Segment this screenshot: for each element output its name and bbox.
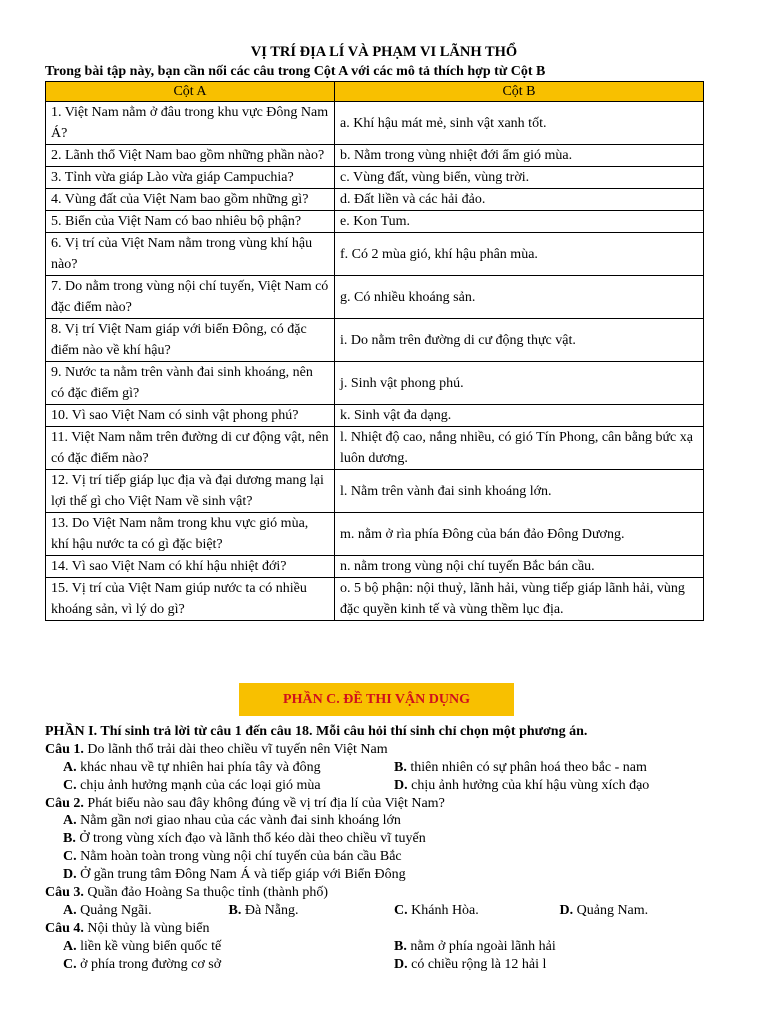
- column-b-cell: l. Nằm trên vành đai sinh khoáng lớn.: [335, 470, 704, 513]
- column-b-cell: o. 5 bộ phận: nội thuỷ, lãnh hải, vùng tiếp giáp lãnh hải, vùng đặc quyền kinh tế và vùng thềm lục địa.: [335, 578, 704, 621]
- column-a-cell: 6. Vị trí của Việt Nam nằm trong vùng khí hậu nào?: [46, 233, 335, 276]
- column-a-cell: 2. Lãnh thổ Việt Nam bao gồm những phần nào?: [46, 145, 335, 167]
- question-text: Nội thủy là vùng biển: [83, 920, 210, 936]
- column-b-cell: n. nằm trong vùng nội chí tuyến Bắc bán cầu.: [335, 556, 704, 578]
- option-c: C. Khánh Hòa.: [394, 902, 479, 918]
- option-c: C. Nằm hoàn toàn trong vùng nội chí tuyến của bán cầu Bắc: [63, 849, 402, 865]
- table-row: [46, 189, 704, 211]
- column-a-cell: 12. Vị trí tiếp giáp lục địa và đại dương mang lại lợi thế gì cho Việt Nam về sinh vật?: [46, 470, 335, 513]
- table-header-row: [46, 82, 704, 102]
- table-row: [46, 211, 704, 233]
- column-a-cell: 4. Vùng đất của Việt Nam bao gồm những gì?: [46, 189, 335, 211]
- question-text: Do lãnh thổ trải dài theo chiều vĩ tuyến nên Việt Nam: [83, 741, 388, 757]
- table-row: [46, 167, 704, 189]
- matching-table: [45, 81, 704, 621]
- column-b-cell: l. Nhiệt độ cao, nắng nhiều, có gió Tín Phong, cân bằng bức xạ luôn dương.: [335, 427, 704, 470]
- option-a: A. Nằm gần nơi giao nhau của các vành đai sinh khoáng lớn: [63, 813, 401, 829]
- column-b-cell: k. Sinh vật đa dạng.: [335, 405, 704, 427]
- option-a: A. khác nhau về tự nhiên hai phía tây và đông: [63, 759, 321, 775]
- option-b: B. thiên nhiên có sự phân hoá theo bắc - nam: [394, 759, 647, 775]
- question-number: Câu 1.: [45, 741, 84, 757]
- quiz-section: [45, 723, 725, 973]
- question-2: [45, 795, 725, 813]
- column-b-header: Cột B: [335, 82, 704, 102]
- column-a-cell: 13. Do Việt Nam nằm trong khu vực gió mùa, khí hậu nước ta có gì đặc biệt?: [46, 513, 335, 556]
- table-row: [46, 362, 704, 405]
- column-b-cell: a. Khí hậu mát mẻ, sinh vật xanh tốt.: [335, 102, 704, 145]
- column-a-cell: 10. Vì sao Việt Nam có sinh vật phong phú?: [46, 405, 335, 427]
- column-b-cell: e. Kon Tum.: [335, 211, 704, 233]
- column-a-cell: 7. Do nằm trong vùng nội chí tuyến, Việt Nam có đặc điểm nào?: [46, 276, 335, 319]
- column-a-header: Cột A: [46, 82, 335, 102]
- question-1: [45, 741, 725, 759]
- table-row: [46, 427, 704, 470]
- table-row: [46, 233, 704, 276]
- question-4: [45, 920, 725, 938]
- option-b: B. Đà Nẵng.: [228, 902, 299, 918]
- column-a-cell: 1. Việt Nam nằm ở đâu trong khu vực Đông Nam Á?: [46, 102, 335, 145]
- option-c: C. ở phía trong đường cơ sở: [63, 956, 222, 972]
- options-row: [45, 902, 725, 920]
- option-b: B. nằm ở phía ngoài lãnh hải: [394, 938, 556, 954]
- column-a-cell: 14. Vì sao Việt Nam có khí hậu nhiệt đới?: [46, 556, 335, 578]
- column-b-cell: i. Do nằm trên đường di cư động thực vật.: [335, 319, 704, 362]
- column-a-cell: 11. Việt Nam nằm trên đường di cư động vật, nên có đặc điểm nào?: [46, 427, 335, 470]
- question-text: Quần đảo Hoàng Sa thuộc tỉnh (thành phố): [83, 885, 329, 901]
- table-row: [46, 513, 704, 556]
- option-c: C. chịu ảnh hưởng mạnh của các loại gió mùa: [63, 777, 321, 793]
- page-title: VỊ TRÍ ĐỊA LÍ VÀ PHẠM VI LÃNH THỔ: [250, 44, 518, 60]
- options-row: [45, 759, 725, 777]
- question-3: [45, 884, 725, 902]
- options-row: [45, 956, 725, 974]
- column-b-cell: d. Đất liền và các hải đảo.: [335, 189, 704, 211]
- column-b-cell: m. nằm ở rìa phía Đông của bán đảo Đông Dương.: [335, 513, 704, 556]
- column-a-cell: 8. Vị trí Việt Nam giáp với biển Đông, có đặc điểm nào về khí hậu?: [46, 319, 335, 362]
- option-d: D. có chiều rộng là 12 hải l: [394, 956, 547, 972]
- question-number: Câu 2.: [45, 795, 84, 811]
- part-one-instruction: PHẦN I. Thí sinh trả lời từ câu 1 đến câu 18. Mỗi câu hỏi thí sinh chỉ chọn một phương án.: [45, 724, 588, 739]
- column-a-cell: 15. Vị trí của Việt Nam giúp nước ta có nhiều khoáng sản, vì lý do gì?: [46, 578, 335, 621]
- exercise-instruction: Trong bài tập này, bạn cần nối các câu trong Cột A với các mô tả thích hợp từ Cột B: [45, 64, 546, 79]
- section-c-banner: PHẦN C. ĐỀ THI VẬN DỤNG: [239, 683, 514, 716]
- table-row: [46, 319, 704, 362]
- options-row: [45, 938, 725, 956]
- table-row: [46, 556, 704, 578]
- option-d: D. Ở gần trung tâm Đông Nam Á và tiếp giáp với Biển Đông: [63, 867, 406, 883]
- question-number: Câu 3.: [45, 885, 84, 901]
- table-row: [46, 578, 704, 621]
- table-row: [46, 405, 704, 427]
- option-a: A. liền kề vùng biển quốc tế: [63, 938, 222, 954]
- column-b-cell: b. Nằm trong vùng nhiệt đới ẩm gió mùa.: [335, 145, 704, 167]
- table-row: [46, 276, 704, 319]
- table-row: [46, 470, 704, 513]
- option-b: B. Ở trong vùng xích đạo và lãnh thổ kéo dài theo chiều vĩ tuyến: [63, 831, 426, 847]
- table-row: [46, 145, 704, 167]
- column-a-cell: 3. Tỉnh vừa giáp Lào vừa giáp Campuchia?: [46, 167, 335, 189]
- option-d: D. chịu ảnh hưởng của khí hậu vùng xích đạo: [394, 777, 650, 793]
- column-a-cell: 9. Nước ta nằm trên vành đai sinh khoáng, nên có đặc điểm gì?: [46, 362, 335, 405]
- question-text: Phát biểu nào sau đây không đúng về vị trí địa lí của Việt Nam?: [83, 795, 445, 811]
- options-row: [45, 777, 725, 795]
- option-a: A. Quảng Ngãi.: [63, 902, 152, 918]
- question-number: Câu 4.: [45, 920, 84, 936]
- table-row: [46, 102, 704, 145]
- column-b-cell: g. Có nhiều khoáng sản.: [335, 276, 704, 319]
- column-b-cell: j. Sinh vật phong phú.: [335, 362, 704, 405]
- column-b-cell: f. Có 2 mùa gió, khí hậu phân mùa.: [335, 233, 704, 276]
- column-a-cell: 5. Biển của Việt Nam có bao nhiêu bộ phận?: [46, 211, 335, 233]
- column-b-cell: c. Vùng đất, vùng biển, vùng trời.: [335, 167, 704, 189]
- option-d: D. Quảng Nam.: [559, 902, 649, 918]
